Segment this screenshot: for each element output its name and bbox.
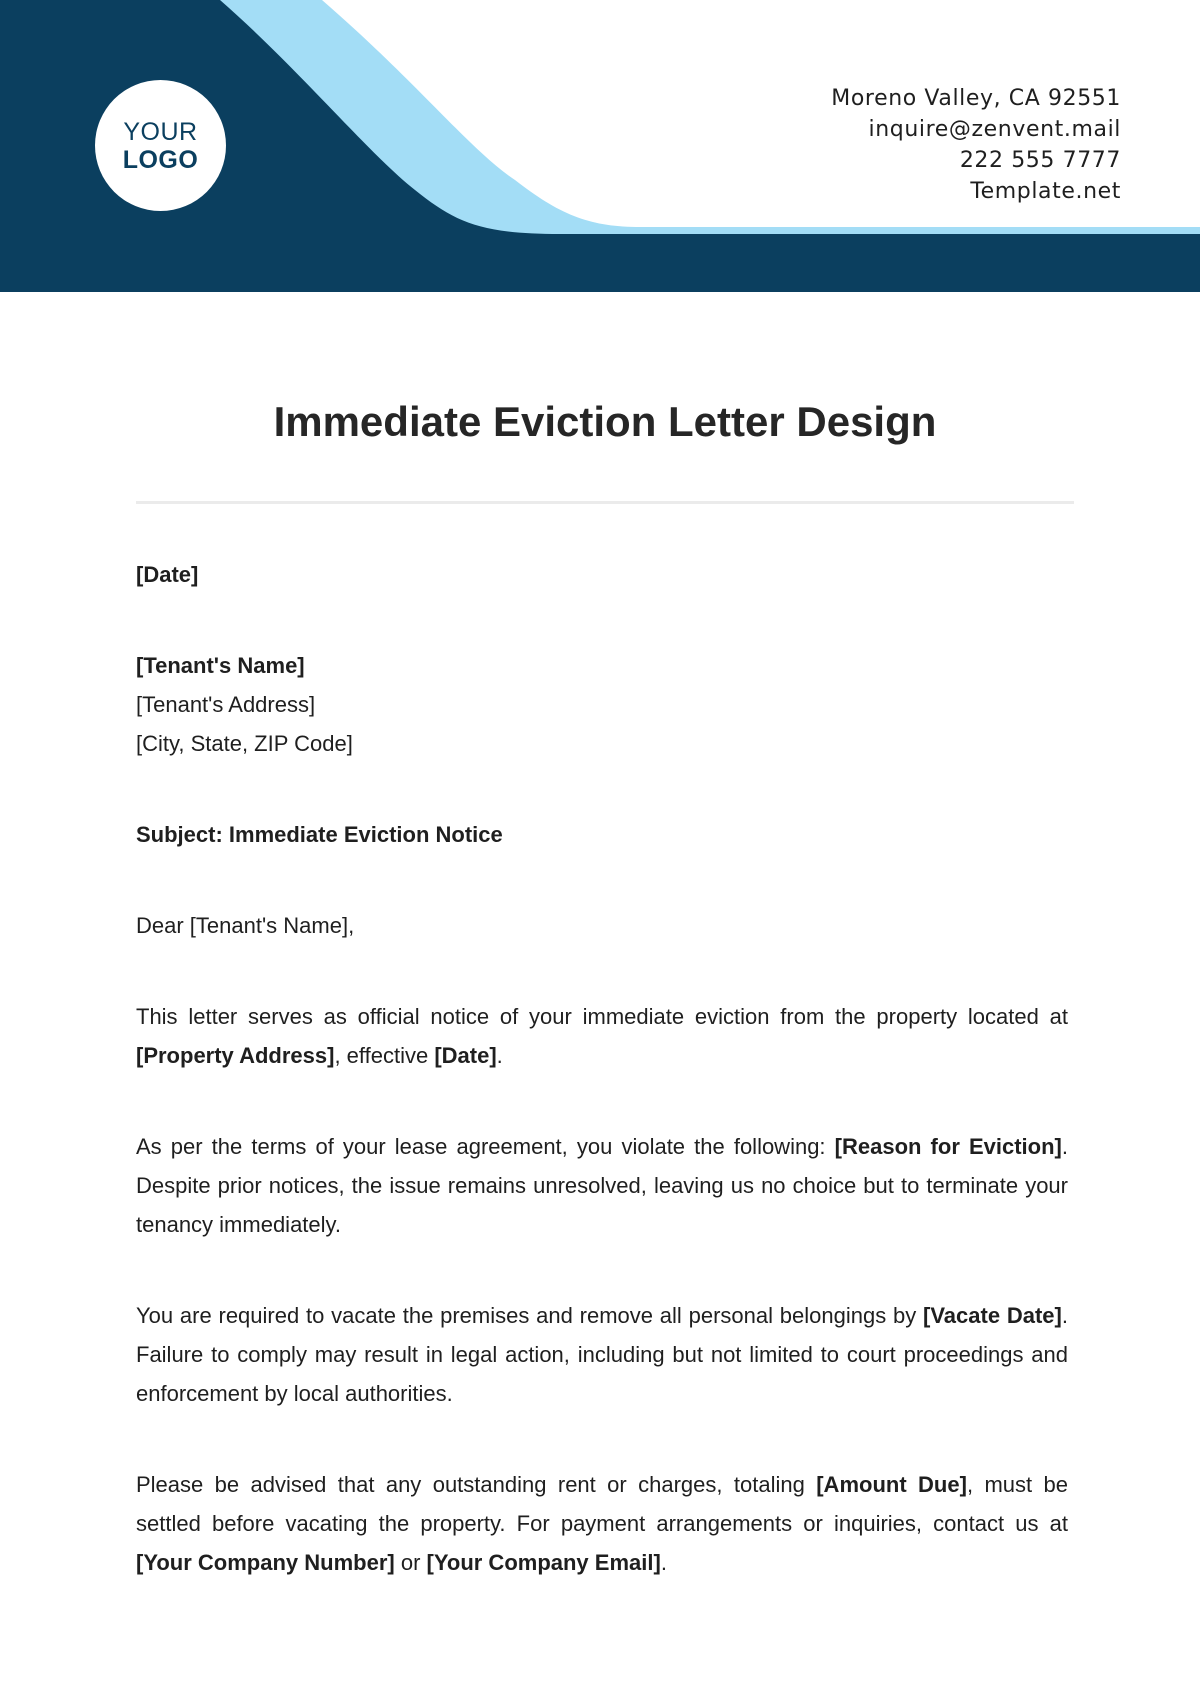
document-title: Immediate Eviction Letter Design (273, 398, 937, 445)
subject-block (136, 815, 1068, 854)
paragraph-payment (136, 1465, 1068, 1582)
paragraph-text: As per the terms of your lease agreement, you violate the following: (136, 1134, 835, 1159)
placeholder-vacate-date: [Vacate Date] (923, 1303, 1062, 1328)
paragraph-text: , must be settled before vacating the property. For payment arrangements or inquiries, contact us at (136, 1472, 1068, 1536)
paragraph-reason (136, 1127, 1068, 1244)
paragraph-text: This letter serves as official notice of your immediate eviction from the property located at (136, 1004, 1068, 1029)
placeholder-company-number: [Your Company Number] (136, 1550, 395, 1575)
placeholder-amount-due: [Amount Due] (816, 1472, 967, 1497)
salutation-block (136, 906, 1068, 945)
placeholder-reason: [Reason for Eviction] (834, 1134, 1062, 1159)
letter-subject: Subject: Immediate Eviction Notice (136, 822, 503, 847)
contact-website: Template.net (970, 179, 1121, 204)
paragraph-vacate (136, 1296, 1068, 1413)
paragraph-text: . Despite prior notices, the issue remains unresolved, leaving us no choice but to terminate your tenancy immediately. (136, 1134, 1069, 1237)
paragraph-text: You are required to vacate the premises and remove all personal belongings by (136, 1303, 924, 1328)
company-logo (95, 80, 226, 211)
paragraph-text: . (660, 1550, 667, 1575)
recipient-name: [Tenant's Name] (136, 653, 305, 678)
letter-body (136, 555, 1068, 1634)
placeholder-property-address: [Property Address] (136, 1043, 335, 1068)
paragraph-text: or (394, 1550, 427, 1575)
title-divider (136, 501, 1074, 504)
logo-line-1: YOUR (123, 117, 198, 146)
placeholder-company-email: [Your Company Email] (426, 1550, 661, 1575)
contact-address: Moreno Valley, CA 92551 (831, 86, 1121, 111)
recipient-city: [City, State, ZIP Code] (136, 731, 353, 756)
letter-date-block (136, 555, 1068, 594)
letter-salutation: Dear [Tenant's Name], (136, 913, 355, 938)
paragraph-text: Please be advised that any outstanding rent or charges, totaling (136, 1472, 817, 1497)
recipient-block (136, 646, 1068, 763)
letterhead (0, 0, 1200, 292)
contact-phone: 222 555 7777 (959, 148, 1121, 173)
paragraph-text: . Failure to comply may result in legal action, including but not limited to court proceedings and enforcement by local authorities. (136, 1303, 1068, 1406)
contact-block (831, 83, 1121, 207)
paragraph-text: . (496, 1043, 503, 1068)
letter-date: [Date] (136, 562, 199, 587)
recipient-address: [Tenant's Address] (136, 692, 316, 717)
placeholder-effective-date: [Date] (434, 1043, 497, 1068)
paragraph-notice (136, 997, 1068, 1075)
paragraph-text: , effective (334, 1043, 435, 1068)
logo-line-2: LOGO (122, 145, 199, 174)
contact-email: inquire@zenvent.mail (868, 117, 1121, 142)
